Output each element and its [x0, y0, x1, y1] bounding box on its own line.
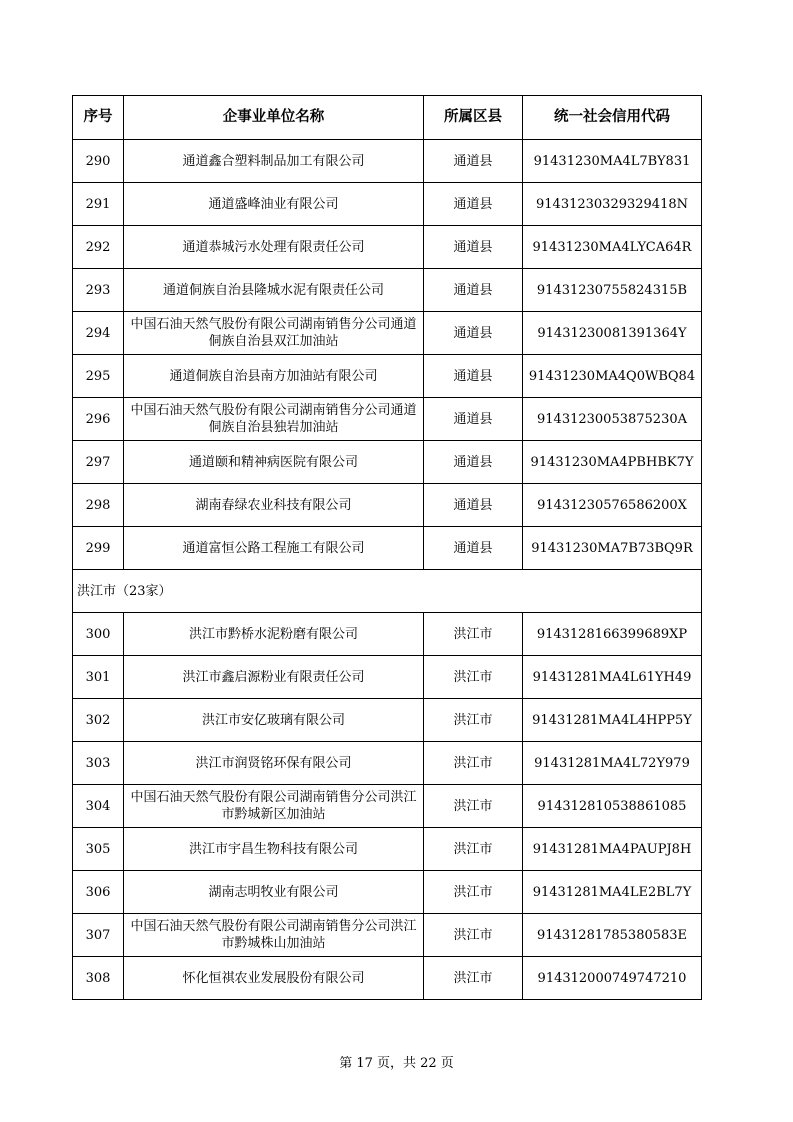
row-number: 305: [73, 828, 124, 871]
row-number: 307: [73, 914, 124, 957]
company-name: 通道富恒公路工程施工有限公司: [124, 527, 424, 570]
row-number: 296: [73, 398, 124, 441]
row-number: 290: [73, 140, 124, 183]
company-name: 中国石油天然气股份有限公司湖南销售分公司通道侗族自治县独岩加油站: [124, 398, 424, 441]
table-row: [73, 957, 702, 1000]
credit-code: 91431230329329418N: [523, 183, 702, 226]
credit-code: 91431230MA4PBHBK7Y: [523, 441, 702, 484]
table-row: [73, 785, 702, 828]
district: 洪江市: [424, 656, 523, 699]
table-row: [73, 871, 702, 914]
company-name: 洪江市宇昌生物科技有限公司: [124, 828, 424, 871]
company-name: 中国石油天然气股份有限公司湖南销售分公司洪江市黔城新区加油站: [124, 785, 424, 828]
company-name: 中国石油天然气股份有限公司湖南销售分公司洪江市黔城株山加油站: [124, 914, 424, 957]
row-number: 304: [73, 785, 124, 828]
table-row: [73, 183, 702, 226]
table-row: [73, 484, 702, 527]
company-name: 洪江市润贤铭环保有限公司: [124, 742, 424, 785]
table-row: [73, 914, 702, 957]
district: 通道县: [424, 183, 523, 226]
table-row: [73, 527, 702, 570]
district: 通道县: [424, 484, 523, 527]
table-row: [73, 226, 702, 269]
row-number: 308: [73, 957, 124, 1000]
district: 洪江市: [424, 828, 523, 871]
row-number: 306: [73, 871, 124, 914]
credit-code: 91431281MA4L72Y979: [523, 742, 702, 785]
row-number: 298: [73, 484, 124, 527]
page-footer: 第 17 页，共 22 页: [339, 1056, 454, 1071]
table-row: [73, 656, 702, 699]
district: 洪江市: [424, 785, 523, 828]
row-number: 295: [73, 355, 124, 398]
row-number: 299: [73, 527, 124, 570]
credit-code: 91431281MA4L4HPP5Y: [523, 699, 702, 742]
company-name: 湖南春绿农业科技有限公司: [124, 484, 424, 527]
row-number: 302: [73, 699, 124, 742]
header-name: 企事业单位名称: [124, 96, 424, 140]
row-number: 301: [73, 656, 124, 699]
credit-code: 91431230053875230A: [523, 398, 702, 441]
credit-code: 91431230081391364Y: [523, 312, 702, 355]
group-row: [73, 570, 702, 613]
header-area: 所属区县: [424, 96, 523, 140]
credit-code: 914312810538861085: [523, 785, 702, 828]
district: 通道县: [424, 226, 523, 269]
credit-code: 91431230MA7B73BQ9R: [523, 527, 702, 570]
group-label: 洪江市（23家）: [73, 570, 702, 613]
table-row: [73, 699, 702, 742]
table-row: [73, 312, 702, 355]
credit-code: 914312000749747210: [523, 957, 702, 1000]
table-row: [73, 441, 702, 484]
row-number: 303: [73, 742, 124, 785]
district: 洪江市: [424, 742, 523, 785]
company-name: 通道盛峰油业有限公司: [124, 183, 424, 226]
company-name: 通道鑫合塑料制品加工有限公司: [124, 140, 424, 183]
credit-code: 91431230MA4Q0WBQ84: [523, 355, 702, 398]
company-name: 通道侗族自治县隆城水泥有限责任公司: [124, 269, 424, 312]
row-number: 300: [73, 613, 124, 656]
table-row: [73, 613, 702, 656]
table-row: [73, 828, 702, 871]
company-name: 洪江市黔桥水泥粉磨有限公司: [124, 613, 424, 656]
table-row: [73, 742, 702, 785]
header-code: 统一社会信用代码: [523, 96, 702, 140]
company-name: 湖南志明牧业有限公司: [124, 871, 424, 914]
row-number: 293: [73, 269, 124, 312]
row-number: 292: [73, 226, 124, 269]
table-row: [73, 355, 702, 398]
company-name: 洪江市安亿玻璃有限公司: [124, 699, 424, 742]
header-no: 序号: [73, 96, 124, 140]
district: 洪江市: [424, 957, 523, 1000]
district: 洪江市: [424, 914, 523, 957]
district: 通道县: [424, 312, 523, 355]
company-name: 通道恭城污水处理有限责任公司: [124, 226, 424, 269]
district: 洪江市: [424, 613, 523, 656]
company-name: 怀化恒祺农业发展股份有限公司: [124, 957, 424, 1000]
credit-code: 91431281MA4LE2BL7Y: [523, 871, 702, 914]
district: 通道县: [424, 398, 523, 441]
table-row: [73, 398, 702, 441]
credit-code: 91431230576586200X: [523, 484, 702, 527]
district: 通道县: [424, 269, 523, 312]
credit-code: 91431230MA4LYCA64R: [523, 226, 702, 269]
credit-code: 91431281785380583E: [523, 914, 702, 957]
district: 洪江市: [424, 699, 523, 742]
credit-code: 91431230755824315B: [523, 269, 702, 312]
row-number: 297: [73, 441, 124, 484]
company-name: 中国石油天然气股份有限公司湖南销售分公司通道侗族自治县双江加油站: [124, 312, 424, 355]
district: 通道县: [424, 140, 523, 183]
table-row: [73, 140, 702, 183]
district: 通道县: [424, 355, 523, 398]
credit-code: 91431281MA4PAUPJ8H: [523, 828, 702, 871]
table-row: [73, 269, 702, 312]
credit-code: 91431230MA4L7BY831: [523, 140, 702, 183]
company-name: 通道侗族自治县南方加油站有限公司: [124, 355, 424, 398]
row-number: 294: [73, 312, 124, 355]
company-table: [72, 95, 702, 1000]
district: 通道县: [424, 527, 523, 570]
company-name: 洪江市鑫启源粉业有限责任公司: [124, 656, 424, 699]
company-name: 通道颐和精神病医院有限公司: [124, 441, 424, 484]
header-row: [73, 96, 702, 140]
district: 通道县: [424, 441, 523, 484]
row-number: 291: [73, 183, 124, 226]
credit-code: 9143128166399689XP: [523, 613, 702, 656]
district: 洪江市: [424, 871, 523, 914]
credit-code: 91431281MA4L61YH49: [523, 656, 702, 699]
